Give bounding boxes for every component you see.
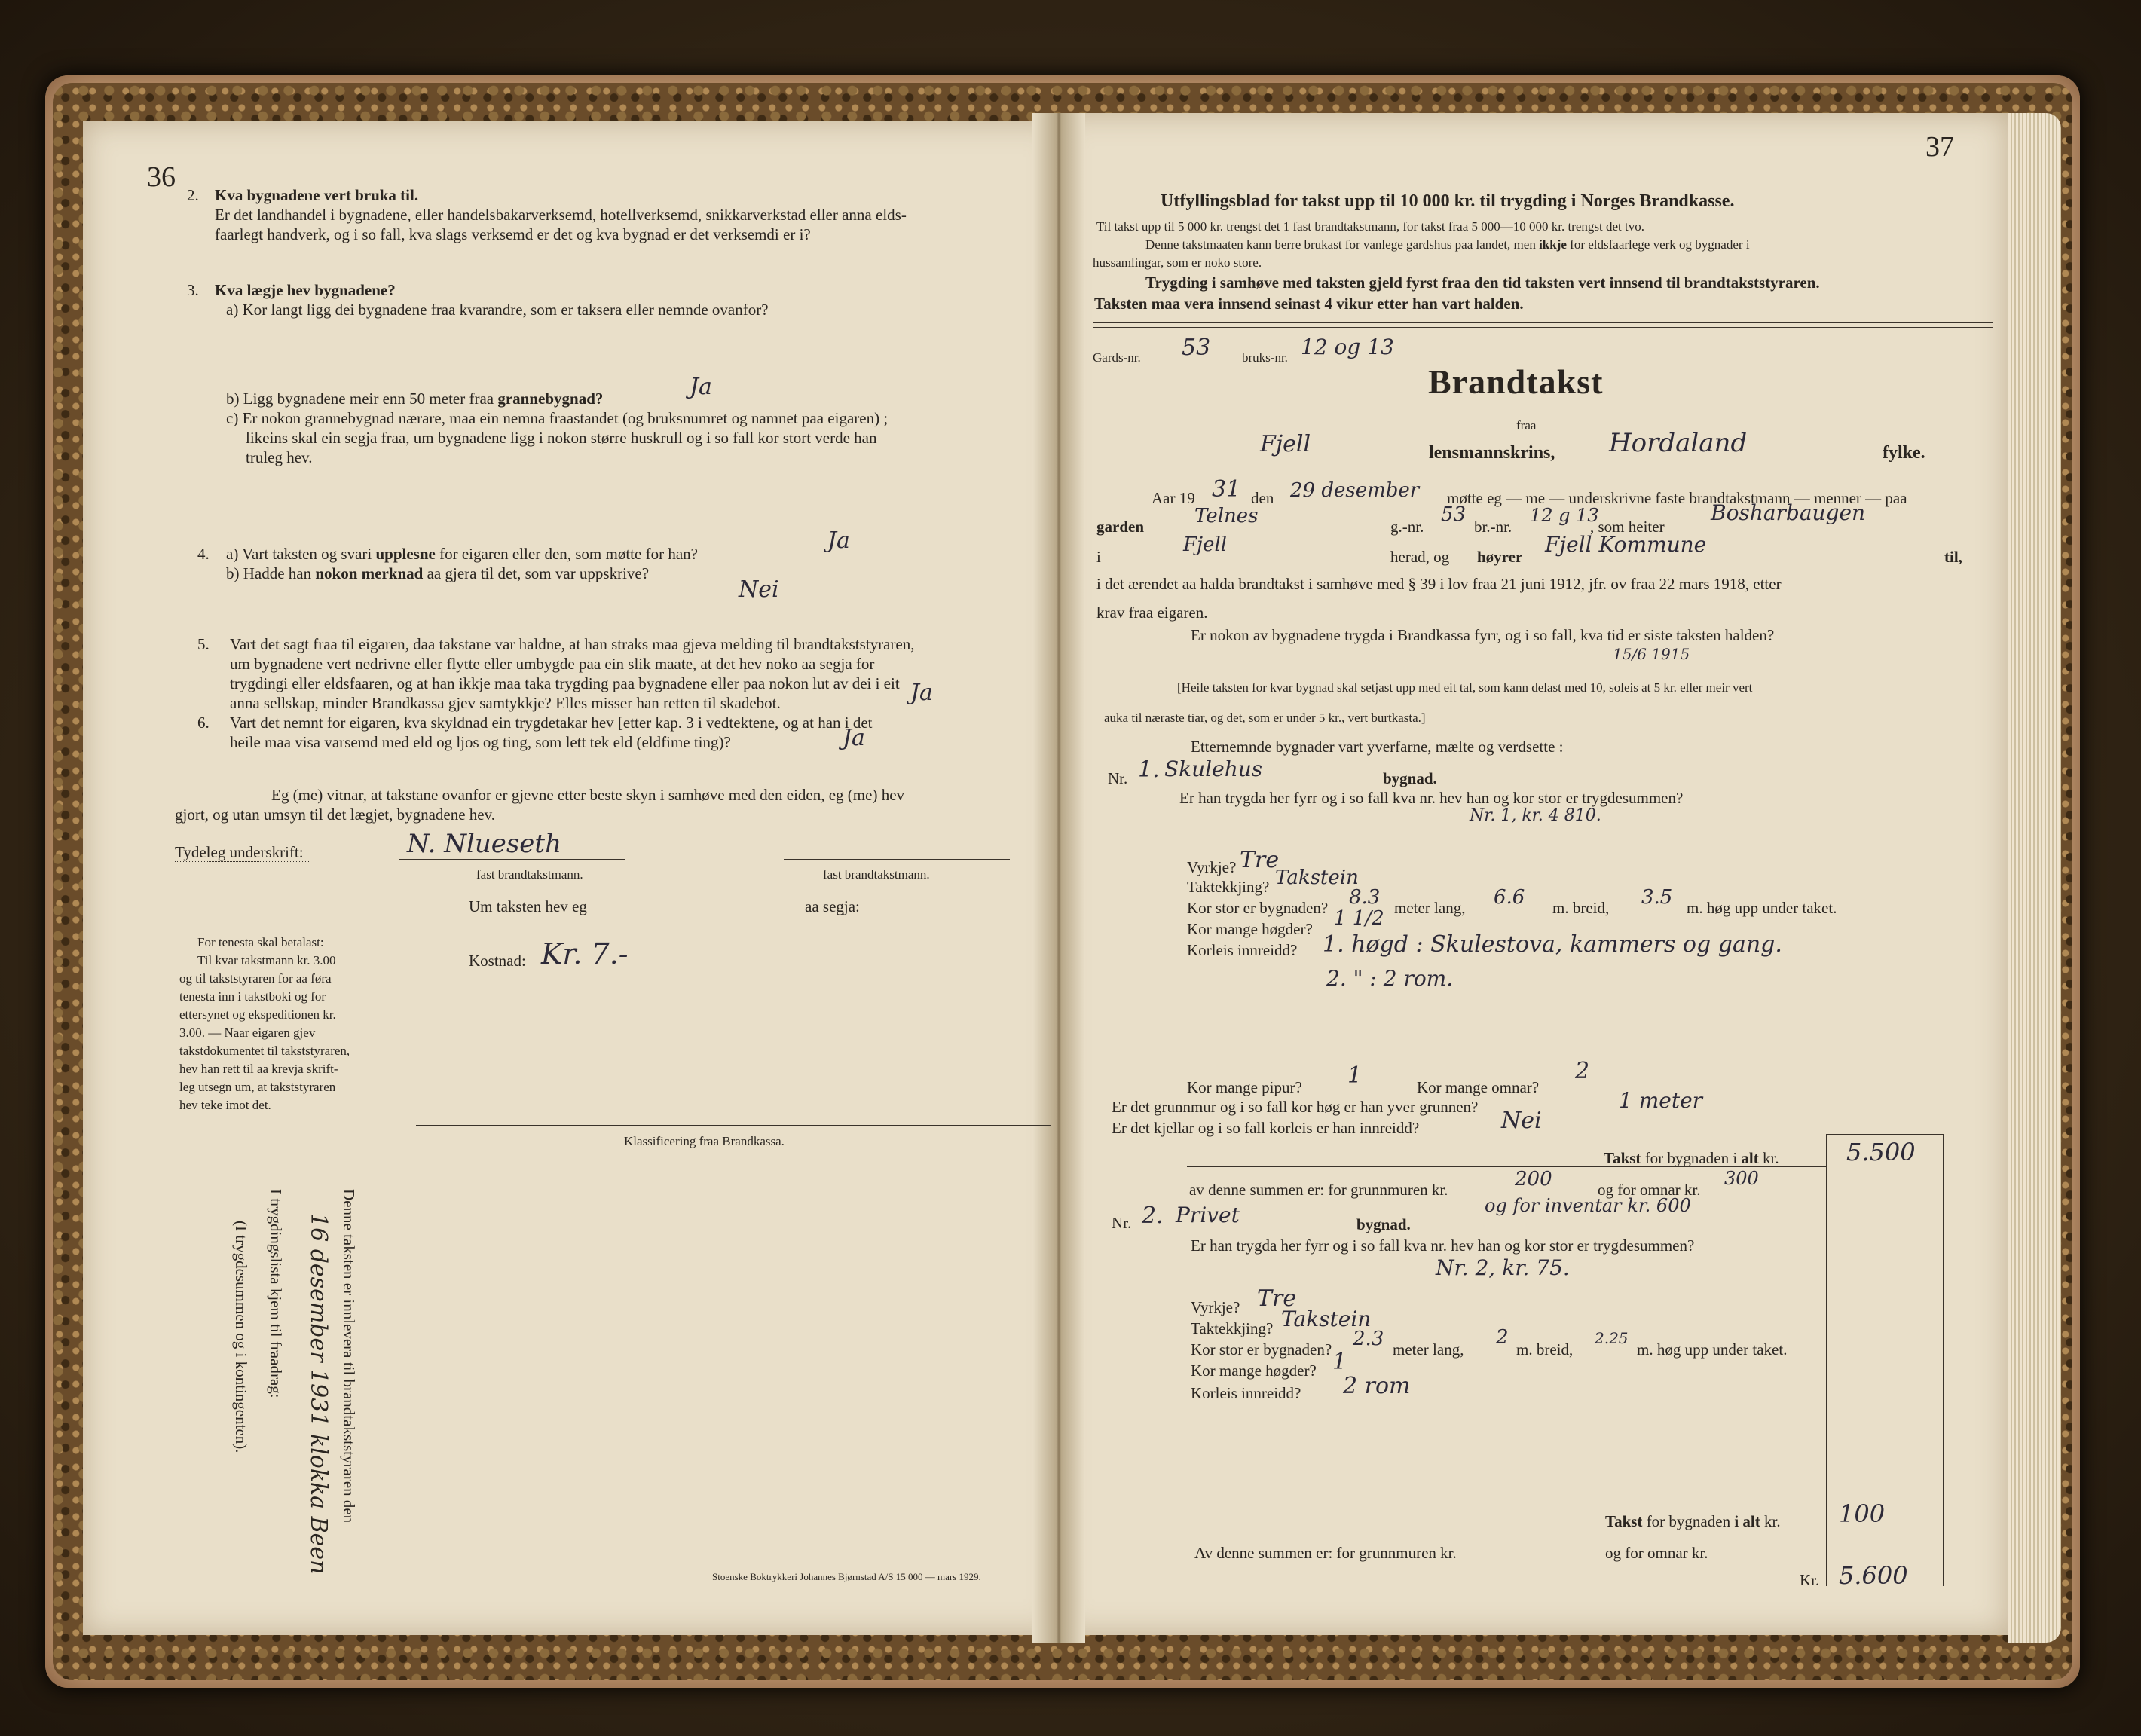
bruks-value: 12 og 13	[1301, 335, 1394, 359]
b2-lang-label: meter lang,	[1393, 1340, 1464, 1359]
q2-text-1: Er det landhandel i bygnadene, eller handelsbakarverksemd, hotellverksemd, snikkarverkstad eller anna elds-	[215, 206, 907, 224]
b1-grunnmur-label: Er det grunnmur og i so fall kor høg er han yver grunnen?	[1112, 1098, 1479, 1116]
b1-bygnad-label: bygnad.	[1383, 769, 1437, 787]
b1-innreidd-1: 1. høgd : Skulestova, kammers og gang.	[1323, 931, 1782, 958]
signature-line-2	[784, 859, 1010, 860]
signature-caption-1: fast brandtakstmann.	[476, 867, 583, 882]
q2-title: Kva bygnadene vert bruka til.	[215, 186, 419, 204]
vertical-note-1-handwriting: 16 desember 1931 klokka Been	[305, 1213, 332, 1575]
b1-inventar: og for inventar kr. 600	[1485, 1195, 1691, 1216]
q3a-text: a) Kor langt ligg dei bygnadene fraa kvarandre, som er taksera eller nemnde ovanfor?	[226, 301, 769, 319]
q3-title: Kva lægje hev bygnadene?	[215, 281, 396, 299]
b2-takst-value: 100	[1839, 1499, 1886, 1528]
total-value: 5.600	[1839, 1561, 1908, 1590]
q5-text-2: um bygnadene vert nedrivne eller flytte eller umbygde paa ein slik maate, at det hev noko aa segja for	[230, 655, 875, 673]
b2-innreidd-label: Korleis innreidd?	[1191, 1384, 1301, 1402]
b2-breid-label: m. breid,	[1516, 1340, 1574, 1359]
b1-kor-stor-label: Kor stor er bygnaden?	[1187, 899, 1329, 917]
header-rule	[1093, 322, 1993, 323]
sum-column-top-border	[1826, 1134, 1943, 1135]
fee-text-4: tenesta inn i takstboki og for	[179, 989, 326, 1004]
b1-kjellar-value: Nei	[1501, 1108, 1542, 1134]
q5-text-3: trygdingi eller eldsfaaren, og at han ikkje maa taka trygding paa bygnadene eller paa nokon lut av dei i eit	[230, 674, 900, 692]
i-label: i	[1096, 548, 1101, 566]
erend-text-2: krav fraa eigaren.	[1096, 604, 1208, 622]
q2-num: 2.	[187, 186, 199, 204]
b1-name: Skulehus	[1164, 756, 1263, 781]
q3c-text-3: truleg hev.	[246, 448, 313, 466]
krins-label: lensmannskrins,	[1429, 443, 1555, 463]
book-gutter	[1032, 113, 1085, 1643]
b1-kjellar-label: Er det kjellar og i so fall korleis er han innreidd?	[1112, 1119, 1420, 1137]
b2-trygda-answer: Nr. 2, kr. 75.	[1436, 1255, 1570, 1280]
b1-nr-value: 1.	[1138, 756, 1160, 783]
b1-hog-label: m. høg upp under taket.	[1687, 899, 1837, 917]
b1-tak-label: Taktekkjing?	[1187, 878, 1270, 896]
b1-grunnmur-kr: 200	[1515, 1168, 1552, 1190]
b1-breid-value: 6.6	[1494, 886, 1525, 909]
erend-text-1: i det ærendet aa halda brandtakst i samhøve med § 39 i lov fraa 21 juni 1912, jfr. ov fraa 22 mars 1918, etter	[1096, 575, 1782, 593]
b2-hogder-label: Kor mange høgder?	[1191, 1362, 1317, 1380]
kostnad-label: Kostnad:	[469, 952, 526, 970]
krins-value: Fjell	[1260, 431, 1311, 457]
fylke-value: Hordaland	[1609, 428, 1748, 458]
b1-vyrkje-value: Tre	[1240, 847, 1280, 873]
b1-innreidd-2: 2. " : 2 rom.	[1326, 966, 1454, 991]
signature-line-1	[399, 859, 625, 860]
form-usage-note: Denne takstmaaten kann berre brukast for vanlege gardshus paa landet, men ikkje for eldsfaarlege verk og bygnader i	[1145, 237, 1750, 252]
herad-value: Fjell	[1183, 533, 1228, 556]
b1-hogder-value: 1 1/2	[1334, 907, 1384, 930]
form-heading: Utfyllingsblad for takst upp til 10 000 kr. til trygding i Norges Brandkasse.	[1161, 191, 1735, 211]
b2-av-denne-label: Av denne summen er: for grunnmuren kr.	[1194, 1544, 1457, 1562]
fraa-label: fraa	[1516, 418, 1537, 432]
q4a-text: a) Vart taksten og svari upplesne for eigaren eller den, som møtte for han?	[226, 545, 698, 563]
motte-text: møtte eg — me — underskrivne faste brandtakstmann — menner — paa	[1447, 489, 1907, 507]
b1-vyrkje-label: Vyrkje?	[1187, 858, 1237, 876]
q4-num: 4.	[197, 545, 210, 563]
b1-takst-rule	[1187, 1166, 1826, 1167]
fee-text-8: hev han rett til aa krevja skrift-	[179, 1062, 338, 1076]
document-title: Brandtakst	[1428, 362, 1604, 401]
q4b-text: b) Hadde han nokon merknad aa gjera til det, som var uppskrive?	[226, 564, 650, 582]
signature-1: N. Nlueseth	[407, 829, 561, 859]
form-deadline-note: Taksten maa vera innsend seinast 4 vikur etter han vart halden.	[1094, 295, 1524, 313]
b2-nr-label: Nr.	[1112, 1214, 1132, 1232]
b2-tak-value: Takstein	[1281, 1307, 1372, 1331]
den-label: den	[1251, 489, 1274, 507]
q3b-text: b) Ligg bygnadene meir enn 50 meter fraa grannebygnad?	[226, 390, 604, 408]
trygda-question: Er nokon av bygnadene trygda i Brandkassa fyrr, og i so fall, kva tid er siste taksten halden?	[1191, 626, 1775, 644]
b1-trygda-answer: Nr. 1, kr. 4 810.	[1470, 806, 1601, 825]
q3c-text-1: c) Er nokon grannebygnad nærare, maa ein nemna fraastandet (og bruksnumret og namnet paa eigaren) ;	[226, 409, 889, 427]
q6-text-2: heile maa visa varsemd med eld og ljos og ting, som lett tek eld (eldfime ting)?	[230, 733, 731, 751]
b1-takst-label: Takst for bygnaden i alt kr.	[1604, 1149, 1779, 1167]
b1-omnar-value: 2	[1575, 1058, 1590, 1084]
q4a-answer: Ja	[827, 527, 850, 554]
q3-num: 3.	[187, 281, 199, 299]
heile-note-1: [Heile taksten for kvar bygnad skal setjast upp med eit tal, som kann delast med 10, soleis at 5 kr. eller meir vert	[1177, 680, 1753, 695]
b1-breid-label: m. breid,	[1552, 899, 1610, 917]
date-value: 29 desember	[1290, 479, 1420, 502]
b2-trygda-question: Er han trygda her fyrr og i so fall kva nr. hev han og kor stor er trygdesummen?	[1191, 1236, 1695, 1255]
brnr-value: 12 g 13	[1530, 505, 1599, 526]
hoyrer-value: Fjell Kommune	[1545, 532, 1707, 557]
heiter-value: Bosharbaugen	[1711, 500, 1866, 525]
b1-hog-value: 3.5	[1641, 886, 1673, 909]
bruks-label: bruks-nr.	[1242, 350, 1288, 365]
b2-og-omnar-label: og for omnar kr.	[1605, 1544, 1708, 1562]
b2-takst-label: Takst for bygnaden i alt kr.	[1605, 1512, 1781, 1530]
b2-breid-value: 2	[1496, 1326, 1509, 1349]
b1-pipur-value: 1	[1347, 1062, 1363, 1089]
q6-text-1: Vart det nemnt for eigaren, kva skyldnad ein trygdetakar hev [etter kap. 3 i vedtektene, og at han i det	[230, 714, 873, 732]
declaration-2: gjort, og utan umsyn til det lægjet, bygnadene hev.	[175, 805, 495, 824]
til-label: til,	[1944, 548, 1962, 566]
b1-tak-value: Takstein	[1275, 866, 1359, 889]
page-edges	[2008, 113, 2061, 1643]
b2-innreidd-value: 2 rom	[1343, 1373, 1411, 1399]
brnr-label: br.-nr.	[1474, 518, 1512, 536]
sum-column-left-border	[1826, 1134, 1827, 1586]
heile-note-2: auka til næraste tiar, og det, som er under 5 kr., vert burtkasta.]	[1104, 711, 1426, 725]
b1-takst-value: 5.500	[1846, 1138, 1916, 1166]
q3c-text-2: likeins skal ein segja fraa, um bygnadene ligg i nokon større huskrull og i so fall kor stort verde han	[246, 429, 877, 447]
b2-hog-label: m. høg upp under taket.	[1637, 1340, 1788, 1359]
etternemnde-text: Etternemnde bygnader vart yverfarne, mælte og verdsette :	[1191, 738, 1564, 756]
b2-lang-value: 2.3	[1353, 1328, 1384, 1350]
q6-answer: Ja	[843, 725, 865, 751]
sum-column-right-border	[1943, 1134, 1944, 1586]
signature-label-underline	[175, 861, 310, 862]
b2-hog-value: 2.25	[1595, 1329, 1629, 1347]
b2-tak-label: Taktekkjing?	[1191, 1319, 1274, 1337]
form-subheading: Til takst upp til 5 000 kr. trengst det 1 fast brandtakstmann, for takst fraa 5 000—10 000 kr. trengst det tvo.	[1096, 219, 1644, 234]
fee-text-3: og til takststyraren for aa føra	[179, 971, 332, 986]
gnr-label: g.-nr.	[1390, 518, 1424, 536]
left-page-number: 36	[147, 161, 176, 193]
q4b-answer: Nei	[739, 576, 779, 603]
q5-num: 5.	[197, 635, 210, 653]
trygda-answer: 15/6 1915	[1613, 645, 1690, 663]
b2-nr-value: 2.	[1142, 1203, 1164, 1229]
fee-text-10: hev teke imot det.	[179, 1098, 271, 1112]
klassificering-label: Klassificering fraa Brandkassa.	[624, 1134, 785, 1148]
b1-innreidd-label: Korleis innreidd?	[1187, 941, 1298, 959]
gards-label: Gards-nr.	[1093, 350, 1141, 365]
b1-lang-label: meter lang,	[1394, 899, 1466, 917]
q5-text-1: Vart det sagt fraa til eigaren, daa takstane var haldne, at han straks maa gjeva melding til brandtakststyraren,	[230, 635, 915, 653]
b2-kor-stor-label: Kor stor er bygnaden?	[1191, 1340, 1332, 1359]
kostnad-value: Kr. 7.-	[541, 937, 629, 970]
heiter-label: , som heiter	[1590, 518, 1665, 536]
aar-value: 31	[1212, 476, 1241, 503]
b2-bygnad-label: bygnad.	[1356, 1215, 1411, 1233]
form-validity-note: Trygding i samhøve med taksten gjeld fyrst fraa den tid taksten vert innsend til brandtakststyraren.	[1145, 274, 1820, 292]
gnr-value: 53	[1441, 503, 1467, 526]
fee-text-5: ettersynet og ekspeditionen kr.	[179, 1007, 336, 1022]
garden-value: Telnes	[1194, 505, 1259, 527]
fee-text-7: takstdokumentet til takststyraren,	[179, 1044, 350, 1058]
um-taksten-label: Um taksten hev eg	[469, 897, 587, 915]
b2-hogder-value: 1	[1332, 1349, 1347, 1375]
q5-answer: Ja	[910, 680, 933, 706]
aa-segja-label: aa segja:	[805, 897, 860, 915]
fylke-label: fylke.	[1883, 443, 1925, 463]
herad-label: herad, og	[1390, 548, 1450, 566]
fee-text-9: leg utsegn um, at takststyraren	[179, 1080, 336, 1094]
q6-num: 6.	[197, 714, 210, 732]
total-kr-label: Kr.	[1800, 1571, 1820, 1589]
b1-grunnmur-value: 1 meter	[1619, 1088, 1703, 1113]
fee-text-6: 3.00. — Naar eigaren gjev	[179, 1025, 316, 1040]
fee-text-2: Til kvar takstmann kr. 3.00	[197, 953, 336, 967]
vertical-note-2: I trygdingslista kjem til fraadrag:	[267, 1189, 285, 1398]
b1-og-omnar-label: og for omnar kr.	[1598, 1181, 1701, 1199]
aar-label: Aar 19	[1152, 489, 1195, 507]
header-rule-2	[1093, 327, 1993, 328]
fee-text-1: For tenesta skal betalast:	[197, 935, 324, 949]
b1-nr-label: Nr.	[1108, 769, 1128, 787]
b1-omnar-kr: 300	[1724, 1168, 1759, 1189]
b2-vyrkje-value: Tre	[1257, 1285, 1297, 1312]
right-page-number: 37	[1925, 131, 1954, 163]
b1-av-denne-label: av denne summen er: for grunnmuren kr.	[1189, 1181, 1448, 1199]
b2-name: Privet	[1176, 1203, 1240, 1227]
hoyrer-label: høyrer	[1477, 548, 1523, 566]
form-usage-note-2: hussamlingar, som er noko store.	[1093, 255, 1262, 270]
q2-text-2: faarlegt handverk, og i so fall, kva slags verksemd er det og kva bygnad er det verksemdi er i?	[215, 225, 811, 243]
q5-text-4: anna sellskap, minder Brandkassa gjev samtykkje? Elles misser han retten til skadebot.	[230, 694, 781, 712]
signature-label: Tydeleg underskrift:	[175, 843, 304, 861]
declaration-1: Eg (me) vitnar, at takstane ovanfor er gjevne etter beste skyn i samhøve med den eiden, eg (me) hev	[271, 786, 905, 804]
b1-trygda-question: Er han trygda her fyrr og i so fall kva nr. hev han og kor stor er trygdesummen?	[1179, 789, 1684, 807]
q3b-answer: Ja	[690, 374, 712, 400]
b2-vyrkje-label: Vyrkje?	[1191, 1298, 1240, 1316]
signature-caption-2: fast brandtakstmann.	[823, 867, 930, 882]
klassificering-line	[416, 1125, 1051, 1126]
b1-lang-value: 8.3	[1349, 886, 1381, 909]
vertical-note-3: (I trygdesummen og i kontingenten).	[232, 1221, 250, 1453]
b1-omnar-label: Kor mange omnar?	[1417, 1078, 1540, 1096]
b1-pipur-label: Kor mange pipur?	[1187, 1078, 1302, 1096]
b1-hogder-label: Kor mange høgder?	[1187, 920, 1313, 938]
printer-imprint: Stoenske Boktrykkeri Johannes Bjørnstad A/S 15 000 — mars 1929.	[712, 1571, 981, 1582]
vertical-note-1: Denne taksten er innlevera til brandtakststyraren den	[340, 1189, 358, 1524]
garden-label: garden	[1096, 518, 1144, 536]
gards-value: 53	[1182, 335, 1211, 361]
